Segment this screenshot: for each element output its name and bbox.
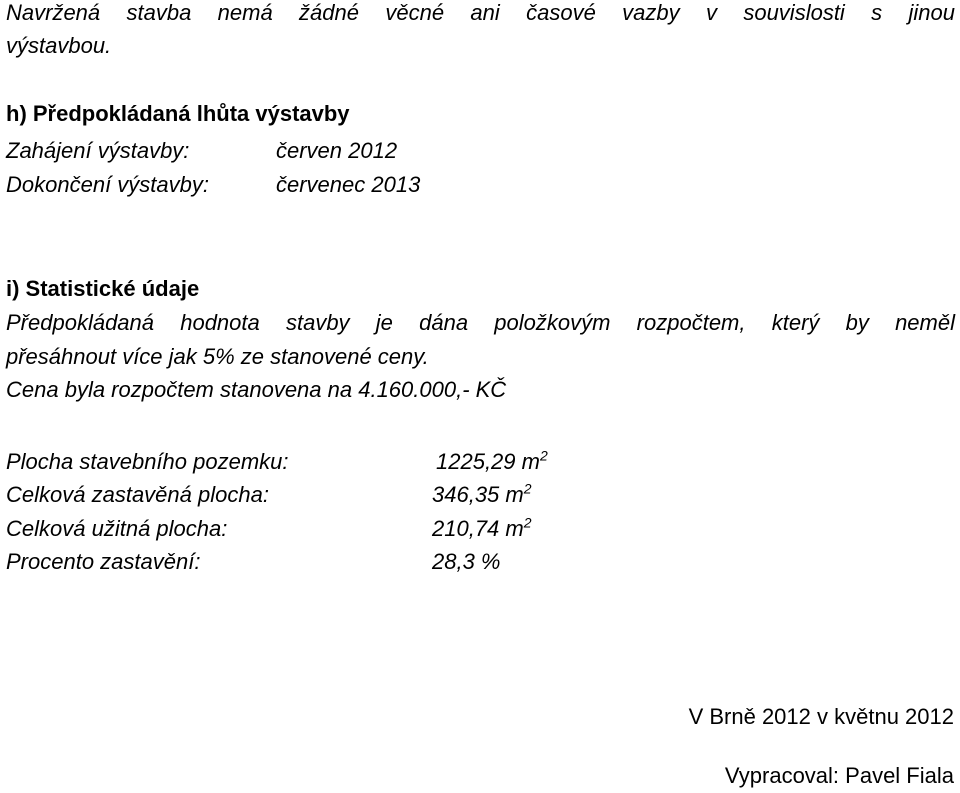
stat-value-unit-exponent: 2 (523, 480, 532, 497)
intro-line-1: Navržená stavba nemá žádné věcné ani časové vazby v souvislosti s jinou (6, 0, 955, 25)
price-line: Cena byla rozpočtem stanovena na 4.160.000,- KČ (6, 377, 507, 402)
end-value: červenec 2013 (276, 172, 421, 197)
start-value: červen 2012 (276, 138, 398, 163)
statistics-para-line-1: Předpokládaná hodnota stavby je dána položkovým rozpočtem, který by neměl (6, 310, 955, 335)
stat-value-number: 210,74 m (432, 516, 524, 541)
stat-label: Celková užitná plocha: (6, 516, 228, 541)
intro-line-2: výstavbou. (6, 33, 112, 58)
start-row (6, 138, 398, 164)
stat-row (6, 447, 548, 475)
stat-value-unit-exponent: 2 (523, 514, 532, 531)
start-label: Zahájení výstavby: (6, 138, 190, 163)
stat-value (432, 516, 532, 542)
stat-value (436, 449, 548, 475)
statistics-para-line-2: přesáhnout více jak 5% ze stanovené ceny. (6, 344, 429, 369)
stat-value-number: 346,35 m (432, 482, 524, 507)
stat-value (432, 549, 501, 575)
stat-row (6, 480, 532, 508)
stat-value-number: 28,3 % (432, 549, 501, 574)
section-h-heading: h) Předpokládaná lhůta výstavby (6, 101, 350, 126)
end-row (6, 172, 421, 198)
stat-value-number: 1225,29 m (436, 449, 540, 474)
stat-row (6, 514, 532, 542)
stat-value (432, 482, 532, 508)
stat-label: Procento zastavění: (6, 549, 201, 574)
stat-value-unit-exponent: 2 (539, 447, 548, 464)
end-label: Dokončení výstavby: (6, 172, 209, 197)
author-line: Vypracoval: Pavel Fiala (724, 763, 954, 788)
place-date: V Brně 2012 v květnu 2012 (688, 704, 954, 729)
section-i-heading: i) Statistické údaje (6, 276, 200, 301)
stat-row (6, 549, 501, 575)
stat-label: Plocha stavebního pozemku: (6, 449, 289, 474)
stat-label: Celková zastavěná plocha: (6, 482, 269, 507)
